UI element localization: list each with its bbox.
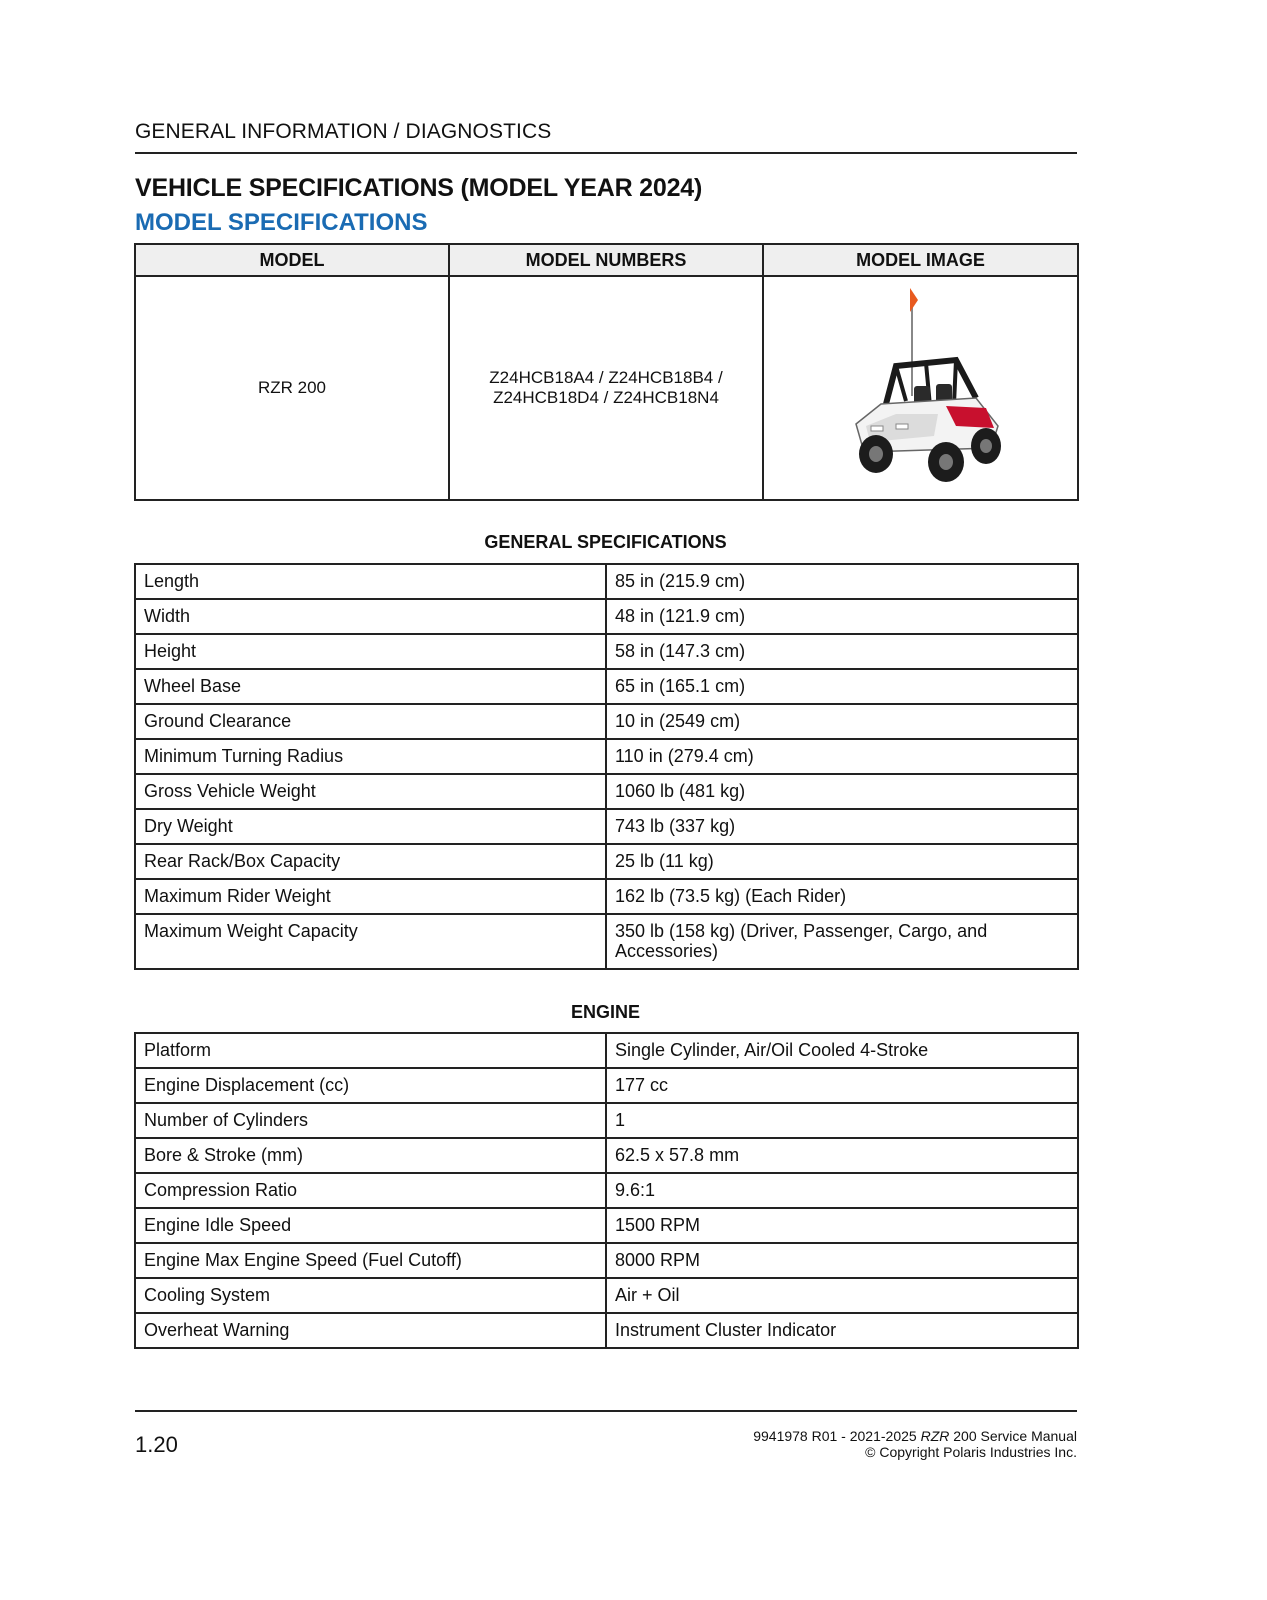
spec-label: Maximum Weight Capacity: [135, 914, 606, 969]
spec-value: 58 in (147.3 cm): [606, 634, 1078, 669]
table-row: [135, 634, 1078, 669]
spec-value: 350 lb (158 kg) (Driver, Passenger, Cargo, and Accessories): [606, 914, 1078, 969]
table-row: [135, 704, 1078, 739]
spec-label: Ground Clearance: [135, 704, 606, 739]
spec-label: Height: [135, 634, 606, 669]
spec-label: Cooling System: [135, 1278, 606, 1313]
footer-rzr-italic: RZR: [920, 1428, 950, 1444]
spec-label: Overheat Warning: [135, 1313, 606, 1348]
model-table-row: [135, 276, 1078, 500]
spec-value: 110 in (279.4 cm): [606, 739, 1078, 774]
spec-label: Engine Max Engine Speed (Fuel Cutoff): [135, 1243, 606, 1278]
model-table-header-row: [135, 244, 1078, 276]
spec-value: 177 cc: [606, 1068, 1078, 1103]
table-row: [135, 1278, 1078, 1313]
table-row: [135, 1173, 1078, 1208]
column-header-model-numbers: MODEL NUMBERS: [449, 244, 763, 276]
table-row: [135, 1243, 1078, 1278]
column-header-model: MODEL: [135, 244, 449, 276]
spec-value: Instrument Cluster Indicator: [606, 1313, 1078, 1348]
spec-label: Compression Ratio: [135, 1173, 606, 1208]
table-row: [135, 1313, 1078, 1348]
footer-manual-suffix: 200 Service Manual: [949, 1428, 1077, 1444]
spec-value: 743 lb (337 kg): [606, 809, 1078, 844]
table-row: [135, 914, 1078, 969]
model-name-cell: RZR 200: [135, 276, 449, 500]
table-row: [135, 1033, 1078, 1068]
spec-label: Dry Weight: [135, 809, 606, 844]
page-number: 1.20: [135, 1432, 178, 1457]
table-row: [135, 1068, 1078, 1103]
model-specifications-table: [134, 243, 1079, 501]
page-header-section: GENERAL INFORMATION / DIAGNOSTICS: [135, 120, 552, 143]
spec-value: 1060 lb (481 kg): [606, 774, 1078, 809]
utv-vehicle-icon: [826, 286, 1016, 486]
general-specifications-table: [134, 563, 1079, 970]
spec-label: Bore & Stroke (mm): [135, 1138, 606, 1173]
spec-label: Length: [135, 564, 606, 599]
engine-heading: ENGINE: [570, 1002, 640, 1022]
spec-label: Engine Displacement (cc): [135, 1068, 606, 1103]
spec-value: Single Cylinder, Air/Oil Cooled 4-Stroke: [606, 1033, 1078, 1068]
spec-label: Width: [135, 599, 606, 634]
footer-rule: [135, 1410, 1077, 1412]
table-row: [135, 1138, 1078, 1173]
spec-value: 1: [606, 1103, 1078, 1138]
spec-value: 162 lb (73.5 kg) (Each Rider): [606, 879, 1078, 914]
spec-label: Gross Vehicle Weight: [135, 774, 606, 809]
spec-label: Platform: [135, 1033, 606, 1068]
spec-value: Air + Oil: [606, 1278, 1078, 1313]
page-title: VEHICLE SPECIFICATIONS (MODEL YEAR 2024): [135, 174, 703, 202]
footer-doc-number: 9941978 R01 - 2021-2025: [753, 1428, 921, 1444]
model-numbers-line-1: Z24HCB18A4 / Z24HCB18B4 /: [489, 368, 723, 387]
engine-specifications-table: [134, 1032, 1079, 1349]
model-numbers-cell: [449, 276, 763, 500]
spec-label: Wheel Base: [135, 669, 606, 704]
spec-value: 48 in (121.9 cm): [606, 599, 1078, 634]
table-row: [135, 1103, 1078, 1138]
footer-manual-info: [753, 1428, 1077, 1460]
spec-value: 10 in (2549 cm): [606, 704, 1078, 739]
model-numbers-line-2: Z24HCB18D4 / Z24HCB18N4: [493, 388, 719, 407]
table-row: [135, 739, 1078, 774]
spec-value: 85 in (215.9 cm): [606, 564, 1078, 599]
table-row: [135, 564, 1078, 599]
model-image-cell: [763, 276, 1078, 500]
spec-value: 65 in (165.1 cm): [606, 669, 1078, 704]
spec-value: 8000 RPM: [606, 1243, 1078, 1278]
column-header-model-image: MODEL IMAGE: [763, 244, 1078, 276]
table-row: [135, 844, 1078, 879]
spec-value: 9.6:1: [606, 1173, 1078, 1208]
general-specifications-heading: GENERAL SPECIFICATIONS: [484, 532, 727, 552]
spec-value: 1500 RPM: [606, 1208, 1078, 1243]
spec-label: Maximum Rider Weight: [135, 879, 606, 914]
spec-label: Minimum Turning Radius: [135, 739, 606, 774]
spec-label: Rear Rack/Box Capacity: [135, 844, 606, 879]
table-row: [135, 1208, 1078, 1243]
page-subtitle: MODEL SPECIFICATIONS: [135, 209, 428, 236]
header-rule: [135, 152, 1077, 154]
table-row: [135, 879, 1078, 914]
spec-value: 25 lb (11 kg): [606, 844, 1078, 879]
spec-label: Number of Cylinders: [135, 1103, 606, 1138]
table-row: [135, 599, 1078, 634]
spec-label: Engine Idle Speed: [135, 1208, 606, 1243]
table-row: [135, 669, 1078, 704]
table-row: [135, 774, 1078, 809]
footer-copyright: © Copyright Polaris Industries Inc.: [865, 1444, 1077, 1460]
footer-manual-title: [753, 1428, 1077, 1444]
table-row: [135, 809, 1078, 844]
spec-value: 62.5 x 57.8 mm: [606, 1138, 1078, 1173]
